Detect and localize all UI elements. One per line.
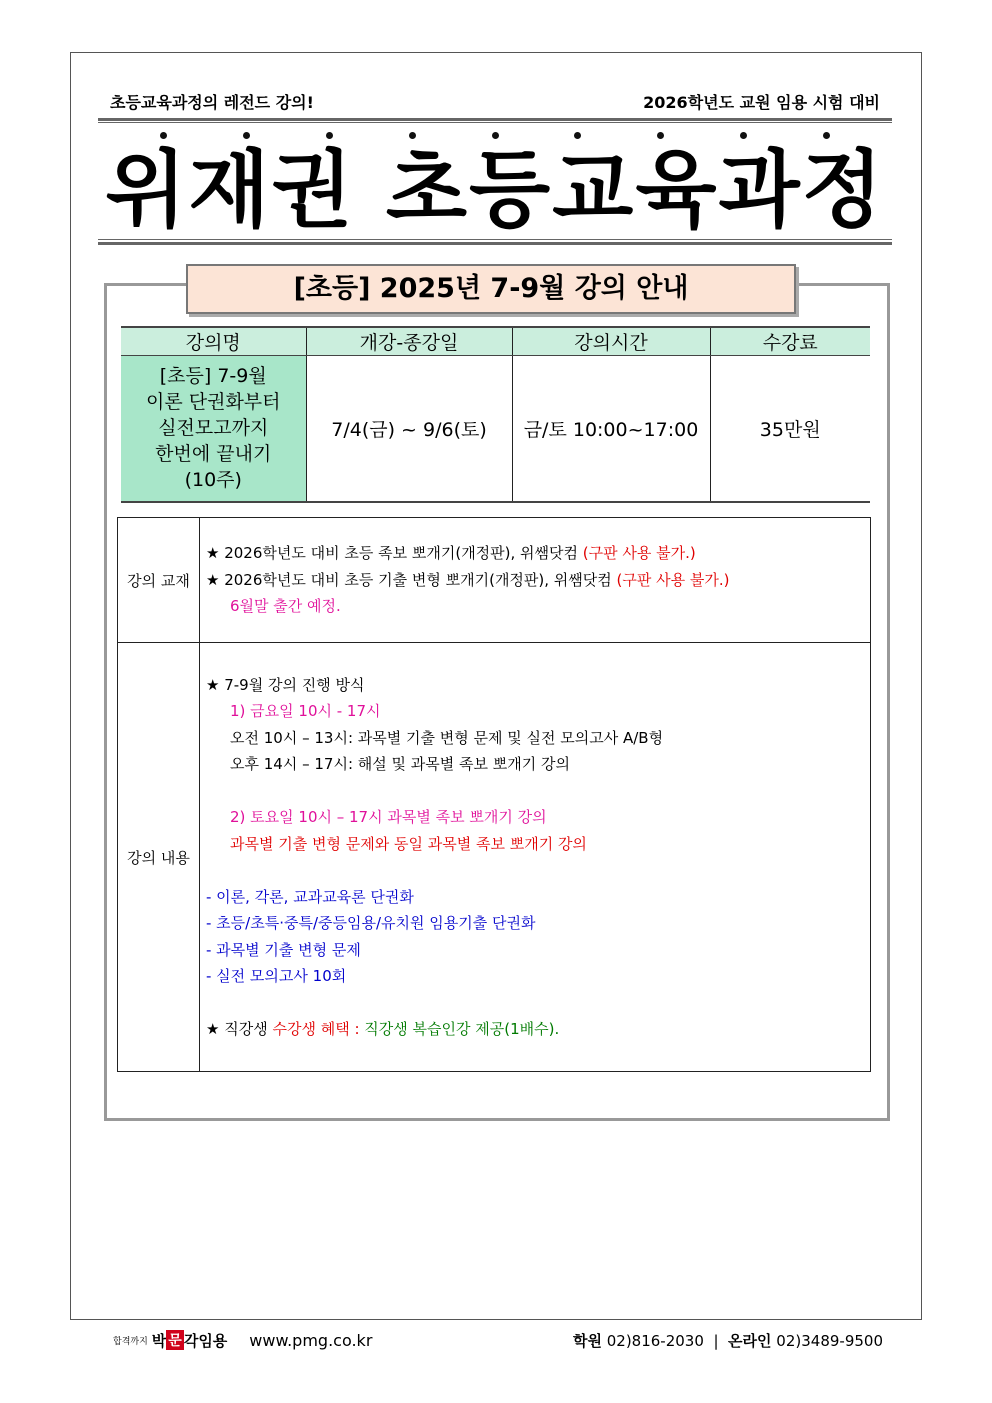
material-body [200, 540, 870, 620]
friday-am: 오전 10시 – 13시: 과목별 기출 변형 문제 및 실전 모의고사 A/B형 [230, 728, 664, 747]
material-cell [200, 518, 871, 643]
spacer [206, 778, 864, 805]
page-title: 위재권 초등교육과정 [105, 141, 885, 239]
contact-info [573, 1330, 883, 1351]
course-table [121, 326, 870, 503]
course-time: 금/토 10:00~17:00 [512, 356, 710, 502]
header-time: 강의시간 [512, 327, 710, 356]
header-rule-bottom [98, 242, 892, 245]
friday-pm: 오후 14시 – 17시: 해설 및 과목별 족보 뽀개기 강의 [230, 755, 570, 773]
header-rule-top-thin [98, 122, 892, 123]
details-table [117, 517, 871, 1072]
top-line [98, 90, 892, 113]
logo-text-a: 박 [151, 1331, 167, 1350]
section-banner: [초등] 2025년 7-9월 강의 안내 [186, 264, 796, 314]
course-period: 7/4(금) ~ 9/6(토) [306, 356, 512, 502]
material-line-text: ★ 2026학년도 대비 초등 기출 변형 뽀개기(개정판), 위쌤닷컴 [206, 570, 617, 589]
logo-tagline: 합격까지 [113, 1336, 148, 1347]
academy-phone: 02)816-2030 [601, 1331, 704, 1350]
material-line-note: (구판 사용 불가.) [616, 570, 730, 589]
spacer [206, 857, 864, 884]
list-item: - 초등/초특·중특/중등임용/유치원 임용기출 단권화 [206, 914, 536, 932]
content-row [118, 643, 871, 1072]
header-left-text: 초등교육과정의 레전드 강의! [110, 93, 314, 112]
list-item: - 이론, 각론, 교과교육론 단권화 [206, 887, 414, 906]
footer [113, 1328, 883, 1352]
online-label: 온라인 [728, 1331, 772, 1350]
saturday-desc: 과목별 기출 변형 문제와 동일 과목별 족보 뽀개기 강의 [230, 834, 587, 853]
emphasis-dot [492, 132, 499, 139]
material-line [206, 567, 864, 594]
material-line [206, 540, 864, 567]
list-item: - 실전 모의고사 10회 [206, 967, 347, 985]
emphasis-dot [823, 132, 830, 139]
emphasis-dot [574, 132, 581, 139]
spacer [206, 990, 864, 1017]
header-period: 개강-종강일 [306, 327, 512, 356]
header-fee: 수강료 [710, 327, 870, 356]
course-name-cell [121, 356, 306, 502]
friday-title: 1) 금요일 10시 - 17시 [230, 702, 381, 720]
emphasis-dots [130, 132, 860, 139]
course-fee: 35만원 [710, 356, 870, 502]
emphasis-dot [657, 132, 664, 139]
list-item: - 과목별 기출 변형 문제 [206, 940, 361, 959]
benefit-text: 직강생 복습인강 제공(1배수). [364, 1020, 560, 1038]
publisher-logo [113, 1330, 227, 1351]
course-name: [초등] 7-9월 이론 단권화부터 실전모고까지 한번에 끝내기 (10주) [145, 365, 281, 492]
logo-text-c: 각 [183, 1331, 199, 1350]
emphasis-dot [409, 132, 416, 139]
material-line-note: (구판 사용 불가.) [582, 544, 696, 563]
material-release: 6월말 출간 예정. [230, 597, 341, 616]
content-label: 강의 내용 [118, 643, 200, 1072]
table-row [121, 356, 870, 502]
header-rule-bottom-thin [98, 239, 892, 240]
emphasis-dot [243, 132, 250, 139]
website-link[interactable]: www.pmg.co.kr [249, 1330, 373, 1350]
benefit-prefix: ★ 직강생 [206, 1020, 273, 1038]
content-body [200, 672, 870, 1043]
material-label: 강의 교재 [118, 518, 200, 643]
logo-text-b: 문 [166, 1330, 184, 1350]
header-rule-top [98, 118, 892, 121]
footer-separator: | [703, 1331, 729, 1350]
online-phone: 02)3489-9500 [771, 1331, 883, 1350]
header-course-name: 강의명 [121, 327, 306, 356]
logo-text-d: 임용 [198, 1331, 228, 1350]
content-cell [200, 643, 871, 1072]
academy-label: 학원 [572, 1331, 602, 1350]
saturday-title: 2) 토요일 10시 – 17시 과목별 족보 뽀개기 강의 [230, 808, 547, 826]
emphasis-dot [740, 132, 747, 139]
benefit-line [206, 1016, 864, 1043]
method-title: ★ 7-9월 강의 진행 방식 [206, 675, 365, 694]
material-line-text: ★ 2026학년도 대비 초등 족보 뽀개기(개정판), 위쌤닷컴 [206, 544, 583, 563]
header-right-text: 2026학년도 교원 임용 시험 대비 [643, 93, 880, 112]
emphasis-dot [160, 132, 167, 139]
benefit-label: 수강생 혜택 : [272, 1020, 365, 1038]
emphasis-dot [326, 132, 333, 139]
course-table-header [121, 327, 870, 356]
material-row [118, 518, 871, 643]
